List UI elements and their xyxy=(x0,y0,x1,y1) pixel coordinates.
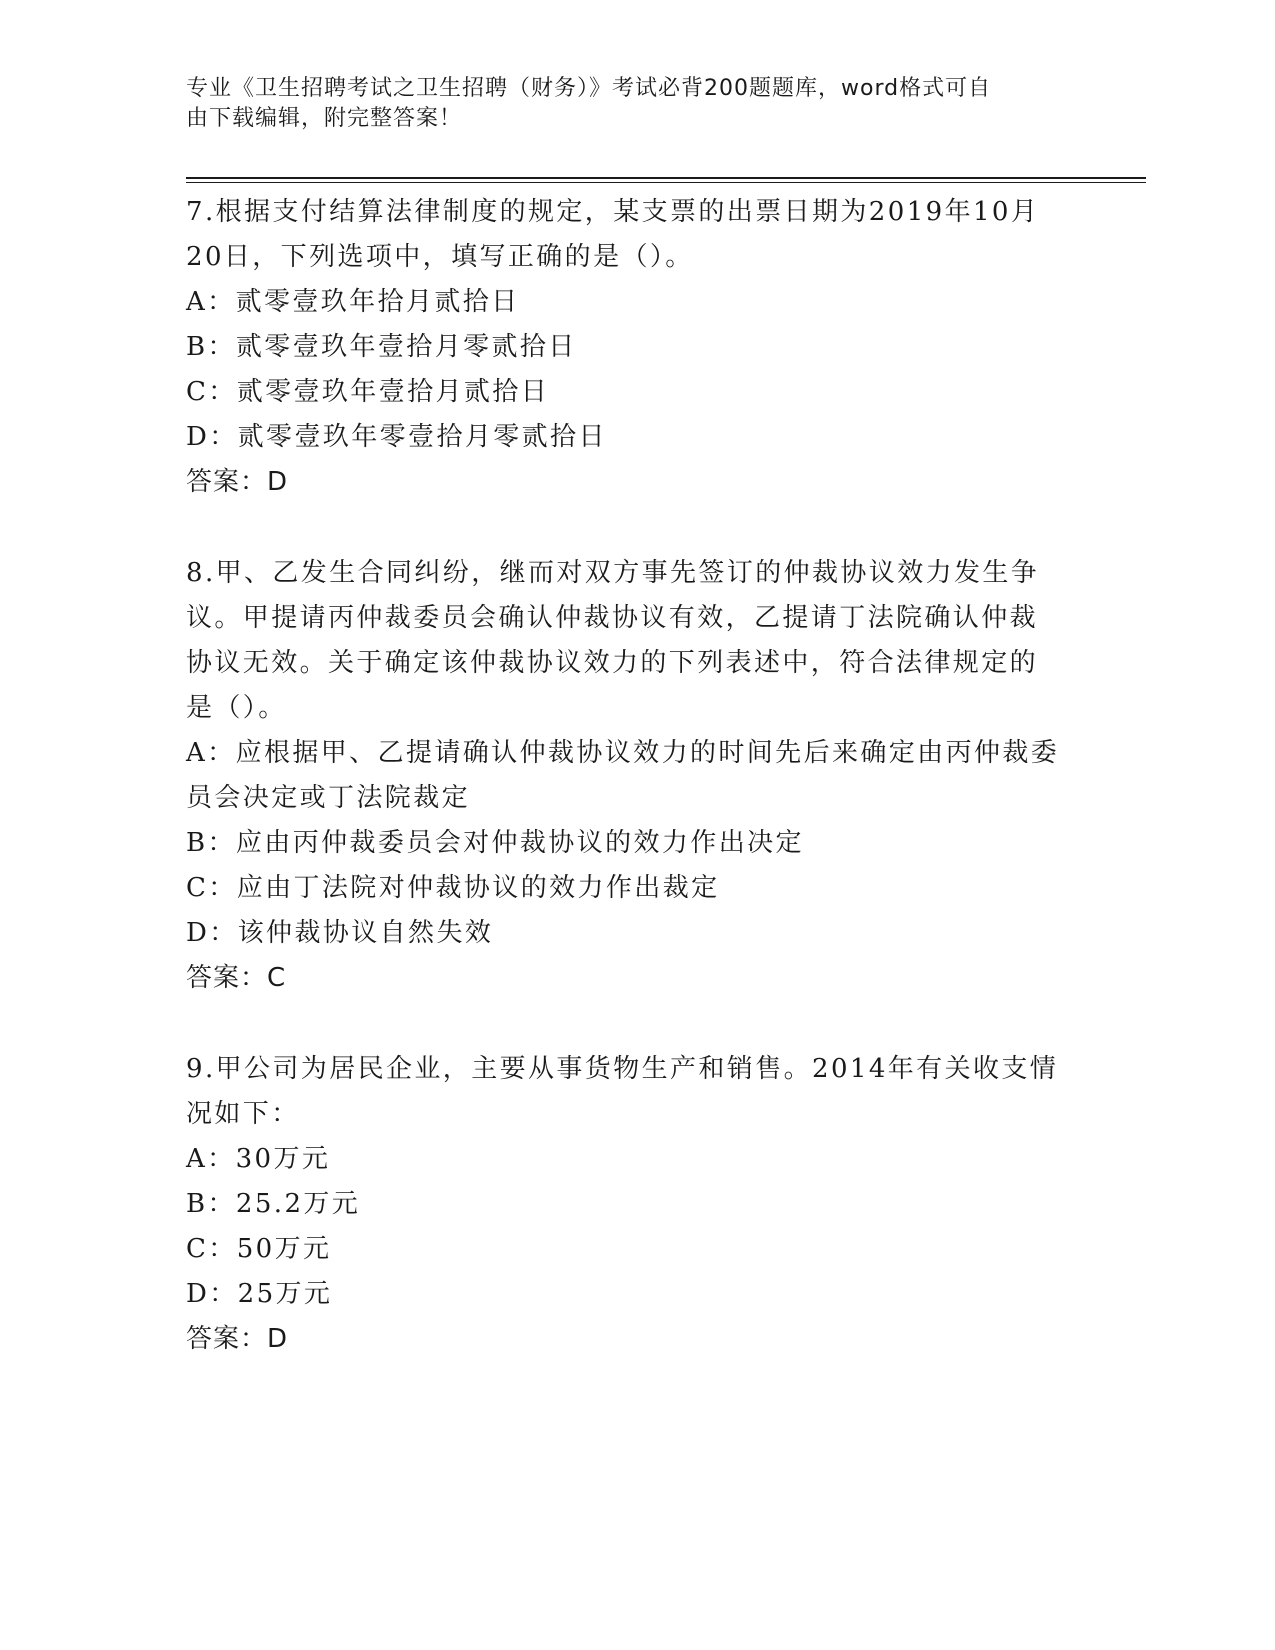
answer-label: 答案：C xyxy=(186,963,287,993)
question-text: 8.甲、乙发生合同纠纷，继而对双方事先签订的仲裁协议效力发生争 xyxy=(186,558,1040,588)
question-text: 7.根据支付结算法律制度的规定，某支票的出票日期为2019年10月 xyxy=(186,197,1040,227)
header-line-1: 专业《卫生招聘考试之卫生招聘（财务）》考试必背200题题库，word格式可自 xyxy=(186,76,992,101)
document-header xyxy=(186,74,1066,134)
option-c: C：贰零壹玖年壹拾月贰拾日 xyxy=(186,377,550,407)
question-text: 20日，下列选项中，填写正确的是（）。 xyxy=(186,242,694,272)
spacer xyxy=(186,1001,1066,1047)
option-d: D：贰零壹玖年零壹拾月零贰拾日 xyxy=(186,422,607,452)
option-c: C：应由丁法院对仲裁协议的效力作出裁定 xyxy=(186,873,720,903)
option-b: B：应由丙仲裁委员会对仲裁协议的效力作出决定 xyxy=(186,828,804,858)
option-a: A：30万元 xyxy=(186,1144,331,1174)
option-d: D：25万元 xyxy=(186,1279,333,1309)
question-text: 是（）。 xyxy=(186,693,287,723)
option-d: D：该仲裁协议自然失效 xyxy=(186,918,494,948)
option-a: A：应根据甲、乙提请确认仲裁协议效力的时间先后来确定由丙仲裁委 xyxy=(186,738,1060,768)
option-a-continued: 员会决定或丁法院裁定 xyxy=(186,783,471,813)
question-text: 协议无效。关于确定该仲裁协议效力的下列表述中，符合法律规定的 xyxy=(186,648,1039,678)
option-b: B：贰零壹玖年壹拾月零贰拾日 xyxy=(186,332,577,362)
question-text: 议。甲提请丙仲裁委员会确认仲裁协议有效，乙提请丁法院确认仲裁 xyxy=(186,603,1039,633)
question-7 xyxy=(186,190,1066,505)
question-8 xyxy=(186,551,1066,1001)
answer-label: 答案：D xyxy=(186,1324,289,1354)
option-c: C：50万元 xyxy=(186,1234,332,1264)
header-divider-thick xyxy=(186,177,1146,179)
question-list xyxy=(186,190,1066,1362)
header-line-2: 由下载编辑，附完整答案！ xyxy=(186,106,463,131)
question-9 xyxy=(186,1047,1066,1362)
spacer xyxy=(186,505,1066,551)
option-a: A：贰零壹玖年拾月贰拾日 xyxy=(186,287,520,317)
question-text: 9.甲公司为居民企业，主要从事货物生产和销售。2014年有关收支情 xyxy=(186,1054,1059,1084)
header-divider-thin xyxy=(186,182,1146,183)
question-text: 况如下： xyxy=(186,1099,300,1129)
option-b: B：25.2万元 xyxy=(186,1189,361,1219)
answer-label: 答案：D xyxy=(186,467,289,497)
